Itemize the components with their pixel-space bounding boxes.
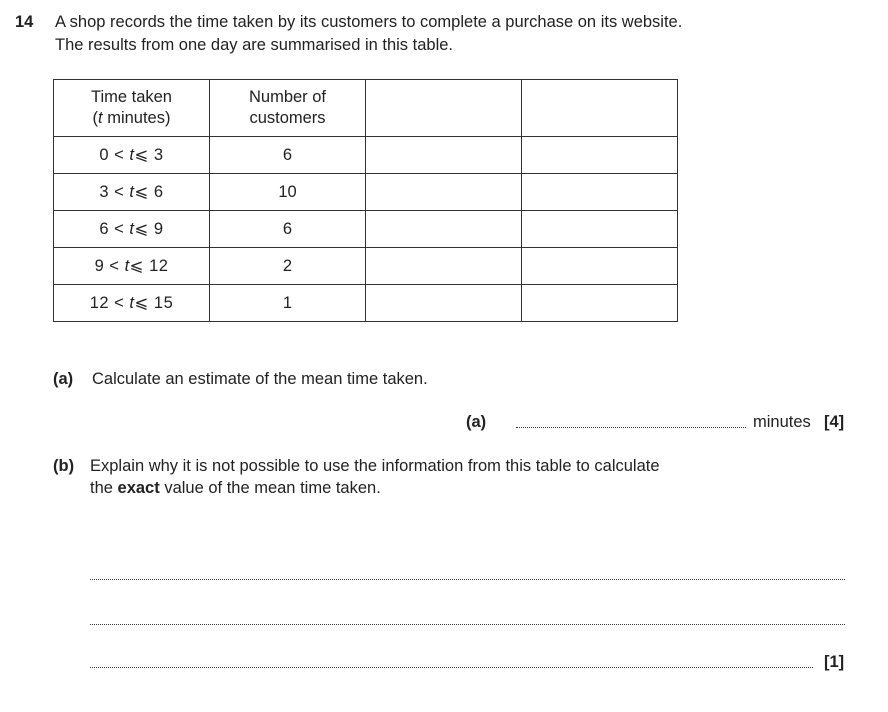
- table-row: [54, 285, 678, 322]
- part-b-text-pre: the: [90, 479, 118, 497]
- interval-low: 6: [99, 219, 110, 238]
- header-time-taken-line1: Time taken: [90, 88, 172, 106]
- table-row: [54, 211, 678, 248]
- less-or-equal-sign: ⩽: [134, 145, 149, 164]
- part-b-question-line-1: Explain why it is not possible to use the information from this table to calculate: [90, 457, 660, 475]
- interval-variable: t: [124, 256, 130, 275]
- question-number: 14: [15, 13, 34, 31]
- customer-count-cell: 2: [210, 248, 366, 285]
- part-a-label: (a): [53, 370, 74, 388]
- blank-working-cell[interactable]: [522, 285, 678, 322]
- part-b-answer-line[interactable]: [90, 667, 813, 668]
- interval-variable: t: [129, 293, 135, 312]
- interval-low: 3: [99, 182, 110, 201]
- interval-low: 9: [94, 256, 105, 275]
- customer-count-cell: 6: [210, 211, 366, 248]
- blank-working-cell[interactable]: [366, 211, 522, 248]
- less-than-sign: <: [109, 293, 130, 312]
- part-b-answer-line[interactable]: [90, 624, 845, 625]
- time-interval-cell: [54, 137, 210, 174]
- part-b-text-post: value of the mean time taken.: [159, 479, 381, 497]
- question-stem-line-2: The results from one day are summarised in this table.: [55, 36, 454, 54]
- interval-variable: t: [129, 145, 135, 164]
- blank-working-cell[interactable]: [366, 137, 522, 174]
- less-or-equal-sign: ⩽: [134, 182, 149, 201]
- less-or-equal-sign: ⩽: [134, 293, 149, 312]
- interval-high: 3: [148, 145, 164, 164]
- less-or-equal-sign: ⩽: [134, 219, 149, 238]
- interval-low: 0: [99, 145, 110, 164]
- less-than-sign: <: [109, 182, 130, 201]
- part-b-label: (b): [53, 457, 75, 475]
- header-customers-line2: customers: [249, 109, 326, 127]
- header-time-taken-line2: [54, 108, 209, 129]
- customer-count-cell: 10: [210, 174, 366, 211]
- interval-high: 15: [148, 293, 174, 312]
- blank-working-cell[interactable]: [522, 80, 678, 137]
- time-interval-cell: [54, 211, 210, 248]
- interval-variable: t: [129, 219, 135, 238]
- header-customers-line1: Number of: [248, 88, 327, 106]
- time-interval-cell: [54, 248, 210, 285]
- less-than-sign: <: [109, 145, 130, 164]
- part-b-exact-word: exact: [117, 479, 160, 497]
- less-than-sign: <: [104, 256, 125, 275]
- header-open-paren: (: [92, 109, 99, 127]
- blank-working-cell[interactable]: [522, 248, 678, 285]
- part-a-question: Calculate an estimate of the mean time taken.: [92, 370, 428, 388]
- interval-variable: t: [129, 182, 135, 201]
- blank-working-cell[interactable]: [522, 211, 678, 248]
- interval-high: 6: [148, 182, 164, 201]
- table-row: [54, 174, 678, 211]
- blank-working-cell[interactable]: [522, 137, 678, 174]
- blank-working-cell[interactable]: [366, 174, 522, 211]
- customer-count-cell: 1: [210, 285, 366, 322]
- question-stem-line-1: A shop records the time taken by its customers to complete a purchase on its website.: [55, 13, 683, 31]
- blank-working-cell[interactable]: [366, 285, 522, 322]
- table-header-row: [54, 80, 678, 137]
- frequency-table: [53, 79, 678, 322]
- part-b-answer-line[interactable]: [90, 579, 845, 580]
- less-than-sign: <: [109, 219, 130, 238]
- interval-high: 9: [148, 219, 164, 238]
- header-variable-t: t: [98, 109, 103, 127]
- time-interval-cell: [54, 285, 210, 322]
- interval-low: 12: [89, 293, 110, 312]
- part-a-unit: minutes: [753, 413, 811, 431]
- table-row: [54, 248, 678, 285]
- blank-working-cell[interactable]: [522, 174, 678, 211]
- header-time-taken: [54, 80, 210, 137]
- part-a-marks: [4]: [824, 413, 845, 431]
- header-minutes: minutes): [102, 109, 171, 127]
- part-a-answer-label: (a): [466, 413, 487, 431]
- customer-count-cell: 6: [210, 137, 366, 174]
- time-interval-cell: [54, 174, 210, 211]
- blank-working-cell[interactable]: [366, 80, 522, 137]
- part-a-answer-line[interactable]: [516, 427, 746, 428]
- part-b-question-line-2: [90, 479, 381, 498]
- table-row: [54, 137, 678, 174]
- interval-high: 12: [143, 256, 169, 275]
- blank-working-cell[interactable]: [366, 248, 522, 285]
- less-or-equal-sign: ⩽: [129, 256, 144, 275]
- part-b-marks: [1]: [824, 653, 845, 671]
- header-number-of-customers: [210, 80, 366, 137]
